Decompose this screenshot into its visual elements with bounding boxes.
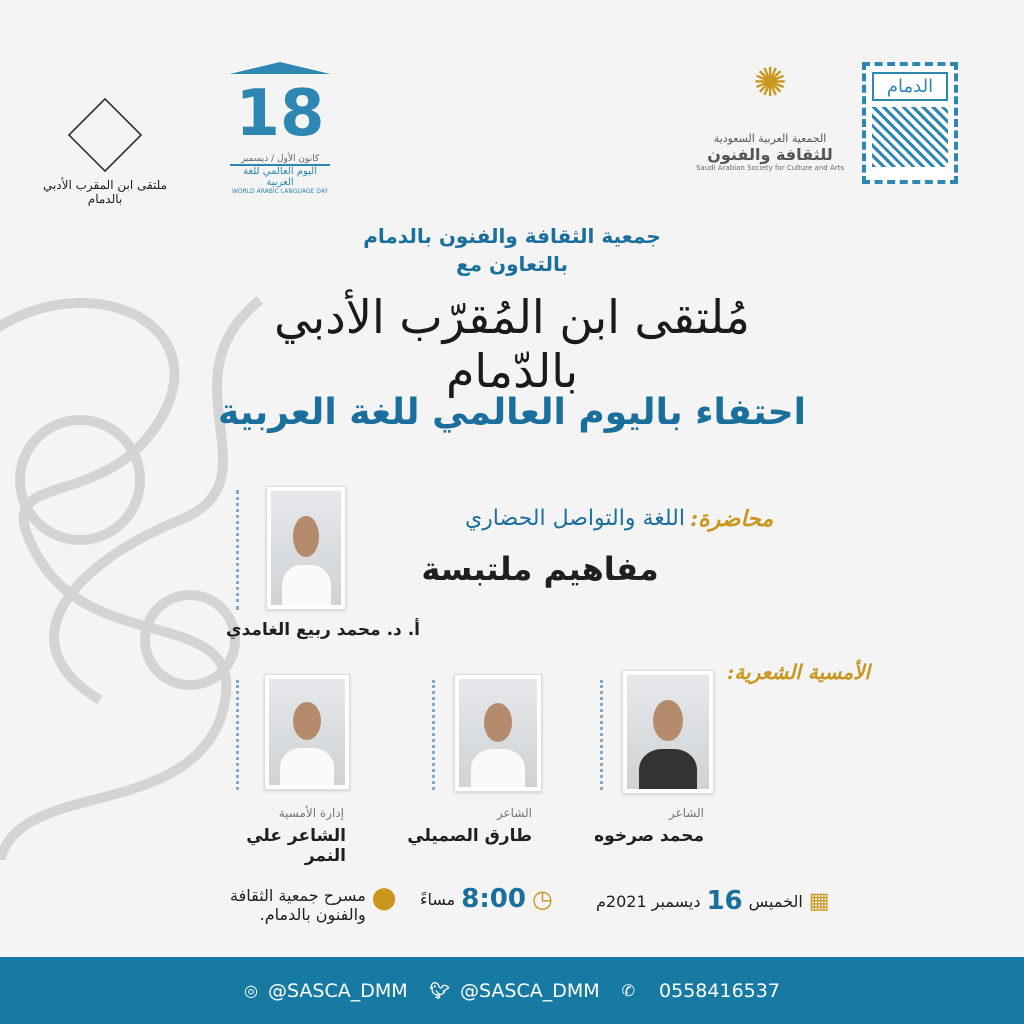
person-name: محمد صرخوه xyxy=(594,826,704,846)
pattern-decoration xyxy=(236,490,264,610)
person-role: الشاعر xyxy=(668,806,704,820)
world-arabic-day-logo: 18 كانون الأول / ديسمبر اليوم العالمي للغة العربية WORLD ARABIC LANGUAGE DAY xyxy=(230,62,330,195)
person-role: إدارة الأمسية xyxy=(278,806,344,820)
host-photo xyxy=(264,674,350,790)
lecturer-name: أ. د. محمد ربيع الغامدي xyxy=(226,620,420,640)
pattern-decoration xyxy=(236,680,264,790)
person-role: الشاعر xyxy=(496,806,532,820)
instagram-link[interactable]: ◎ @SASCA_DMM xyxy=(244,979,408,1002)
muqarrab-forum-logo: ملتقى ابن المقرب الأدبي بالدمام xyxy=(30,100,180,206)
collab-text: بالتعاون مع xyxy=(455,252,568,276)
poet-photo xyxy=(622,670,714,794)
phone-link[interactable]: ✆ 0558416537 xyxy=(621,979,780,1002)
poetry-label: الأمسية الشعرية: xyxy=(726,660,870,684)
society-logo: ✺ الجمعية العربية السعودية للثقافة والفنون Saudi Arabian Society for Culture and Arts xyxy=(690,60,850,172)
event-title: احتفاء باليوم العالمي للغة العربية xyxy=(218,392,806,433)
forum-title: مُلتقى ابن المُقرّب الأدبي بالدّمام xyxy=(274,290,750,398)
phone-icon: ✆ xyxy=(621,981,636,1000)
event-time: ◷ 8:00 مساءً xyxy=(420,884,553,914)
person-name: الشاعر علي النمر xyxy=(246,826,346,866)
person-name: طارق الصميلي xyxy=(407,826,532,846)
footer-bar xyxy=(0,957,1024,1024)
instagram-icon: ◎ xyxy=(244,981,259,1000)
lecture-title: مفاهيم ملتبسة xyxy=(421,550,659,588)
location-pin-icon: ⬤ xyxy=(371,886,397,911)
poet-photo xyxy=(454,674,542,792)
lecture-subtitle: اللغة والتواصل الحضاري xyxy=(464,506,685,531)
society-emblem-icon: ✺ xyxy=(753,60,787,106)
event-date: ▦ الخميس 16 ديسمبر 2021م xyxy=(596,886,830,916)
event-location: ⬤ مسرح جمعية الثقافة والفنون بالدمام. xyxy=(230,886,397,924)
dammam-stamp-logo: الدمام xyxy=(862,62,958,184)
org-name: جمعية الثقافة والفنون بالدمام xyxy=(363,224,661,248)
lecturer-photo xyxy=(266,486,346,610)
twitter-icon: 🐦︎ xyxy=(429,981,450,1000)
lecture-label: محاضرة: xyxy=(690,506,774,532)
clock-icon: ◷ xyxy=(531,885,553,913)
calendar-icon: ▦ xyxy=(808,888,830,914)
twitter-link[interactable]: 🐦︎ @SASCA_DMM xyxy=(429,979,600,1002)
